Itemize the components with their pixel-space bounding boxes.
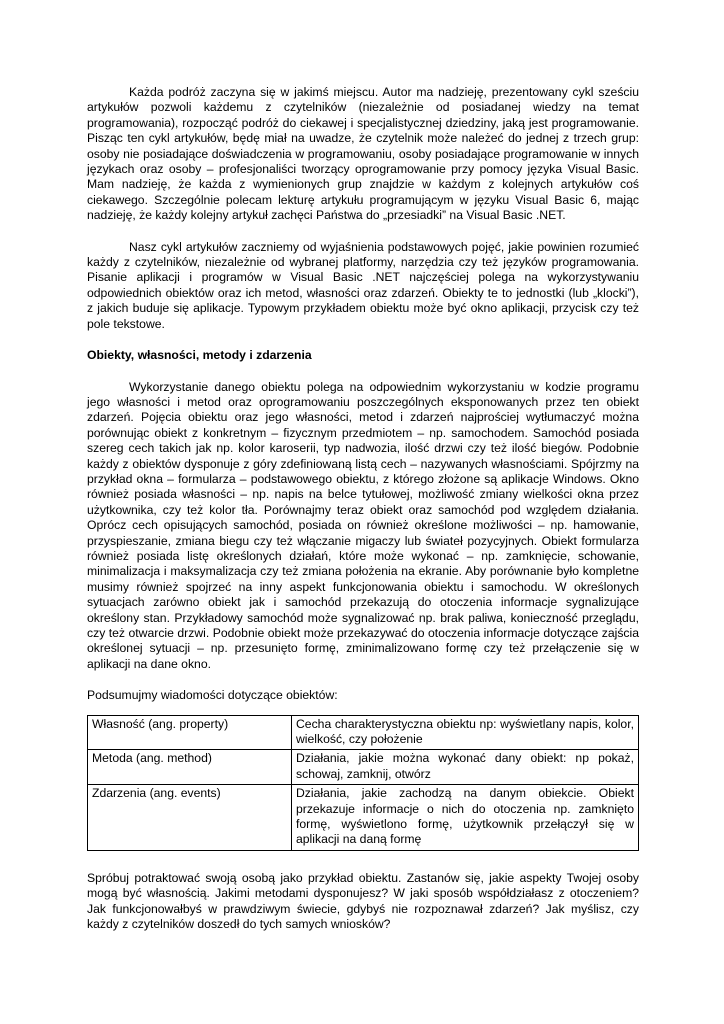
table-row — [88, 715, 639, 750]
properties-table — [87, 715, 639, 851]
table-cell-term: Metoda (ang. method) — [88, 750, 292, 785]
table-row — [88, 750, 639, 785]
table-cell-term: Zdarzenia (ang. events) — [88, 785, 292, 851]
table-cell-term: Własność (ang. property) — [88, 715, 292, 750]
closing-paragraph: Spróbuj potraktować swoją osobą jako przykład obiektu. Zastanów się, jakie aspekty Twojej osoby mogą być własnością. Jakimi metodami dysponujesz? W jaki sposób współdziałasz z otoczeniem? Jak funkcjonowałbyś w prawdziwym świecie, gdybyś nie rozpoznawał zdarzeń? Jak myślisz, czy każdy z czytelników doszedł do tych samych wniosków? — [87, 870, 639, 932]
intro-paragraph-2: Nasz cykl artykułów zaczniemy od wyjaśnienia podstawowych pojęć, jakie powinien rozumieć każdy z czytelników, niezależnie od wybranej platformy, narzędzia czy też języków programowania. Pisanie aplikacji i programów w Visual Basic .NET najczęściej polega na wykorzystywaniu odpowiednich obiektów oraz ich metod, własności oraz zdarzeń. Obiekty te to jednostki (lub „klocki”), z jakich buduje się aplikacje. Typowym przykładem obiektu może być okno aplikacji, przycisk czy też pole tekstowe. — [87, 239, 639, 331]
table-cell-description: Cecha charakterystyczna obiektu np: wyświetlany napis, kolor, wielkość, czy położenie — [292, 715, 639, 750]
table-row — [88, 785, 639, 851]
objects-paragraph: Wykorzystanie danego obiektu polega na odpowiednim wykorzystaniu w kodzie programu jego własności i metod oraz oprogramowaniu poszczególnych eksponowanych przez ten obiekt zdarzeń. Pojęcia obiektu oraz jego własności, metod i zdarzeń najprościej wytłumaczyć można porównując obiekt z konkretnym – fizycznym przedmiotem – np. samochodem. Samochód posiada szereg cech takich jak np. kolor karoserii, typ nadwozia, ilość drzwi czy też ilość biegów. Podobnie każdy z obiektów dysponuje z góry zdefiniowaną listą cech – nazywanych własnościami. Spójrzmy na przykład okna – formularza – podstawowego obiektu, z którego złożone są aplikacje Windows. Okno również posiada własności – np. napis na belce tytułowej, możliwość zmiany wielkości okna przez użytkownika, czy też kolor tła. Porównajmy teraz obiekt oraz samochód pod względem działania. Oprócz cech opisujących samochód, posiada on również określone możliwości – np. hamowanie, przyspieszanie, zmiana biegu czy też włączanie migaczy lub świateł pozycyjnych. Obiekt formularza również posiada listę określonych działań, które może wykonać – np. zamknięcie, schowanie, minimalizacja i maksymalizacja czy też zmiana położenia na ekranie. Aby porównanie było kompletne musimy również spojrzeć na inny aspekt funkcjonowania obiektu i samochodu. W określonych sytuacjach zarówno obiekt jak i samochód przekazują do otoczenia informacje sygnalizujące określony stan. Przykładowy samochód może sygnalizować np. brak paliwa, konieczność przeglądu, czy też otwarcie drzwi. Podobnie obiekt może przekazywać do otoczenia informacje dotyczące zajścia określonej sytuacji – np. przesunięto formę, zminimalizowano formę czy też przełączenie się w aplikacji na dane okno. — [87, 379, 639, 671]
document-page — [87, 85, 639, 949]
section-heading: Obiekty, własności, metody i zdarzenia — [87, 348, 312, 363]
intro-paragraph-1: Każda podróż zaczyna się w jakimś miejscu. Autor ma nadzieję, prezentowany cykl sześciu artykułów pozwoli każdemu z czytelników (niezależnie od posiadanej wiedzy na temat programowania), rozpocząć podróż do ciekawej i specjalistycznej dziedziny, jaką jest programowanie. Pisząc ten cykl artykułów, będę miał na uwadze, że czytelnik może należeć do jednej z trzech grup: osoby nie posiadające doświadczenia w programowaniu, osoby posiadające programowanie w innych językach oraz osoby – profesjonaliści tworzący oprogramowanie przy pomocy języka Visual Basic. Mam nadzieję, że każda z wymienionych grup znajdzie w każdym z kolejnych artykułów coś ciekawego. Szczególnie polecam lekturę artykułu programującym w języku Visual Basic 6, mając nadzieję, że każdy kolejny artykuł zachęci Państwa do „przesiadki” na Visual Basic .NET. — [87, 85, 639, 223]
summary-label: Podsumujmy wiadomości dotyczące obiektów: — [87, 688, 338, 703]
table-cell-description: Działania, jakie można wykonać dany obiekt: np pokaż, schowaj, zamknij, otwórz — [292, 750, 639, 785]
table-cell-description: Działania, jakie zachodzą na danym obiekcie. Obiekt przekazuje informacje o nich do otoczenia np. zamknięto formę, wyświetlono formę, użytkownik przełączył się w aplikacji na daną formę — [292, 785, 639, 851]
